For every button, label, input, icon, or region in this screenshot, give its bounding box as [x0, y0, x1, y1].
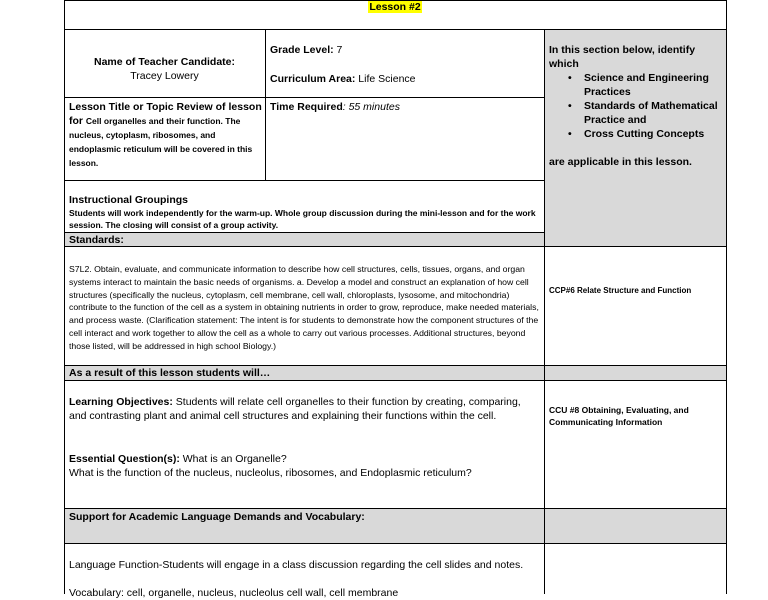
- side-section-list: [549, 71, 723, 141]
- table-border: [64, 29, 727, 30]
- table-border: [64, 97, 545, 98]
- lesson-title-value: Cell organelles and their function. The nucleus, cytoplasm, ribosomes, and endoplasmic reticulum will be covered in this lesson.: [69, 116, 253, 168]
- lesson-label: [64, 0, 726, 15]
- groupings-text: Students will work independently for the warm-up. Whole group discussion during the mini-lesson and for the work session. The closing will consist of a group activity.: [69, 208, 536, 230]
- table-border: [64, 508, 727, 509]
- learning-objectives-text: Students will relate cell organelles to their function by creating, comparing, and contrasting plant and animal cell structures and explaining their functions within the cell.: [69, 396, 521, 422]
- objectives-side: CCU #8 Obtaining, Evaluating, and Communicating Information: [549, 405, 689, 427]
- essential-question-line-1: [69, 452, 539, 466]
- side-section-bullet: • Standards of Mathematical Practice and: [549, 99, 723, 127]
- result-label: As a result of this lesson students will…: [69, 367, 271, 379]
- standards-text: S7L2. Obtain, evaluate, and communicate information to describe how cell structures, cells, tissues, organs, and organ systems interact to maintain the basic needs of organisms. a. Develop a model and construct an explanation of how cell structures (specifically the nucleus, cytoplasm, cell membrane, cell wall, chloroplasts, lysosome, and mitochondria) contribute to the function of the cell as a system in obtaining nutrients in order to grow, reproduce, make needed materials, and process waste. (Clarification statement: The intent is for students to demonstrate how the component structures of the cell interact and work together to allow the cell as a whole to carry out various processes. Additional structures, beyond those listed, will be addressed in high school Biology.): [69, 264, 539, 351]
- side-section-bullet: • Science and Engineering Practices: [549, 71, 723, 99]
- essential-question-label: Essential Question(s):: [69, 453, 180, 465]
- grade-level: [270, 43, 540, 57]
- grade-level-label: Grade Level:: [270, 44, 334, 56]
- standards-side: CCP#6 Relate Structure and Function: [549, 286, 692, 295]
- time-required-value: : 55 minutes: [342, 101, 400, 113]
- learning-objectives: [69, 395, 539, 423]
- learning-objectives-label: Learning Objectives:: [69, 396, 173, 408]
- time-required: [270, 100, 540, 114]
- side-section-intro: In this section below, identify which: [549, 44, 696, 70]
- support-label: Support for Academic Language Demands and Vocabulary:: [69, 511, 365, 523]
- lesson-title-cell: [69, 100, 262, 170]
- table-border: [265, 29, 266, 180]
- table-border: [64, 0, 65, 594]
- curriculum-area-label: Curriculum Area:: [270, 73, 356, 85]
- teacher-cell: [64, 55, 265, 83]
- table-border: [64, 180, 545, 181]
- vocabulary: Vocabulary: cell, organelle, nucleus, nucleolus cell wall, cell membrane: [69, 587, 399, 599]
- language-function: Language Function-Students will engage in a class discussion regarding the cell slides and notes.: [69, 559, 524, 571]
- side-section-outro: are applicable in this lesson.: [549, 156, 692, 168]
- teacher-name-label: Name of Teacher Candidate:: [93, 56, 235, 68]
- table-border: [64, 543, 727, 544]
- groupings-label: Instructional Groupings: [69, 194, 189, 206]
- grade-level-value: 7: [333, 44, 343, 56]
- lesson-title-label: Lesson Title or Topic Review of lesson for: [69, 101, 262, 127]
- essential-question-text: What is an Organelle?: [179, 453, 287, 465]
- side-section-bullet: • Cross Cutting Concepts: [549, 127, 723, 141]
- table-border: [64, 380, 727, 381]
- standards-label: Standards:: [69, 234, 124, 246]
- table-border: [544, 29, 545, 594]
- curriculum-area-value: Life Science: [355, 73, 416, 85]
- curriculum-area: [270, 72, 540, 86]
- essential-question-line-2: What is the function of the nucleus, nucleolus, ribosomes, and Endoplasmic reticulum?: [69, 467, 472, 479]
- table-border: [726, 0, 727, 594]
- teacher-name-value: Tracey Lowery: [130, 70, 199, 82]
- essential-question: [69, 452, 539, 480]
- side-section-text: [549, 43, 723, 169]
- lesson-label-text: Lesson #2: [369, 1, 421, 13]
- time-required-label: Time Required: [270, 101, 343, 113]
